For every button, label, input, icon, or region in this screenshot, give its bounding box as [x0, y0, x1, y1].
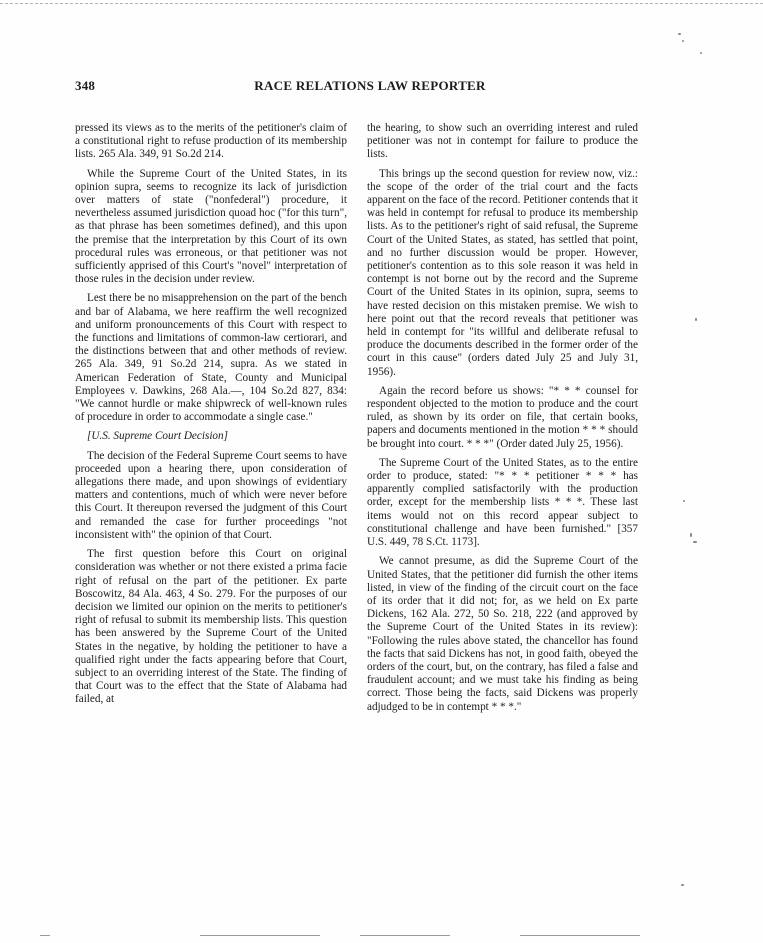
bottom-rule [520, 935, 640, 936]
section-subheading: [U.S. Supreme Court Decision] [87, 430, 228, 443]
paragraph: The Supreme Court of the United States, as to the entire order to produce, stated: "* * * petitioner * * * has apparently complied satisfactorily with the production order, except for the membership lists * * *. These last items would not on this record appear subject to constitutional challenge and have been furnished." [357 U.S. 449, 78 S.Ct. 1173]. [367, 456, 638, 549]
paragraph: The decision of the Federal Supreme Court seems to have proceeded upon a hearing there, upon consideration of allegations there made, and upon showings of evidentiary matters and contentions, much of which were never before this Court. It thereupon reversed the judgment of this Court and remanded the case for further proceedings "not inconsistent with" the opinion of that Court. [75, 449, 347, 541]
right-column [367, 122, 638, 720]
running-header-title: RACE RELATIONS LAW REPORTER [254, 78, 486, 93]
scan-speck [693, 541, 697, 543]
scan-speck [678, 33, 681, 35]
paragraph: Lest there be no misapprehension on the part of the bench and bar of Alabama, we here reaffirm the well recognized and uniform pronouncements of this Court with respect to the functions and limitations of common-law certiorari, and the distinctions between that and other methods of review. 265 Ala. 349, 91 So.2d 214, supra. As we stated in American Federation of State, County and Municipal Employees v. Dawkins, 268 Ala.—, 104 So.2d 827, 834: "We cannot hurdle or make shipwreck of well-known rules of procedure in order to accommodate a single case." [75, 292, 347, 424]
scan-speck [682, 40, 684, 42]
bottom-rule [200, 935, 320, 936]
scan-speck [700, 52, 702, 54]
scan-speck [683, 500, 685, 502]
page-number: 348 [75, 78, 96, 93]
paragraph: pressed its views as to the merits of the petitioner's claim of a constitutional right to refuse production of its membership lists. 265 Ala. 349, 91 So.2d 214. [75, 122, 347, 161]
paragraph: We cannot presume, as did the Supreme Court of the United States, that the petitioner did furnish the other items listed, in view of the finding of the circuit court on the face of its order that it did not; for, as we held on Ex parte Dickens, 162 Ala. 272, 50 So. 218, 222 (and approved by the Supreme Court of the United States in its review): "Following the rules above stated, the chancellor has found the facts that said Dickens has not, in good faith, obeyed the orders of the court, but, on the contrary, has filed a false and fraudulent account; and we must take his finding as being correct. Those being the facts, said Dickens was properly adjudged to be in contempt * * *." [367, 555, 638, 713]
left-column [75, 122, 347, 713]
bottom-rule [360, 935, 450, 936]
bottom-rule [40, 935, 50, 936]
paragraph: While the Supreme Court of the United States, in its opinion supra, seems to recognize its lack of jurisdiction over matters of state ("nonfederal") procedure, it nevertheless assumed jurisdiction quoad hoc ("for this turn", as that phrase has been sometimes defined), and this upon the premise that the interpretation by this Court of its own procedural rules was erroneous, or that petitioner was not sufficiently apprised of this Court's "novel" interpretation of those rules in the decision under review. [75, 167, 347, 286]
top-dashed-edge [0, 3, 763, 4]
scan-speck [690, 533, 692, 537]
paragraph: This brings up the second question for review now, viz.: the scope of the order of the trial court and the facts apparent on the face of the record. Petitioner contends that it was held in contempt for refusal to produce its membership lists. As to the petitioner's right of said refusal, the Supreme Court of the United States, as stated, has settled that point, and no further discussion would be proper. However, petitioner's contention as to this sole reason it was held in contempt is not borne out by the record and the Supreme Court of the United States in its opinion, supra, seems to have rested decision on this mistaken premise. We wish to here point out that the record reveals that petitioner was held in contempt for "its willful and deliberate refusal to produce the documents described in the former order of the court in this cause" (orders dated July 25 and July 31, 1956). [367, 167, 638, 378]
paragraph: The first question before this Court on original consideration was whether or not there existed a prima facie right of refusal on the part of the petitioner. Ex parte Boscowitz, 84 Ala. 463, 4 So. 279. For the purposes of our decision we limited our opinion on the merits to petitioner's right of refusal to submit its membership lists. This question has been answered by the Supreme Court of the United States in the negative, by holding the petitioner to have a qualified right under the facts appearing before that Court, subject to an overriding interest of the State. The finding of that Court was to the effect that the State of Alabama had failed, at [75, 548, 347, 706]
scan-speck [681, 884, 684, 886]
paragraph: the hearing, to show such an overriding interest and ruled petitioner was not in contempt for failure to produce the lists. [367, 122, 638, 161]
paragraph: Again the record before us shows: "* * * counsel for respondent objected to the motion to produce and the court ruled, as shown by its order on file, that certain books, papers and documents mentioned in the motion * * * should be brought into court. * * *" (Order dated July 25, 1956). [367, 384, 638, 450]
scan-speck [695, 318, 697, 321]
